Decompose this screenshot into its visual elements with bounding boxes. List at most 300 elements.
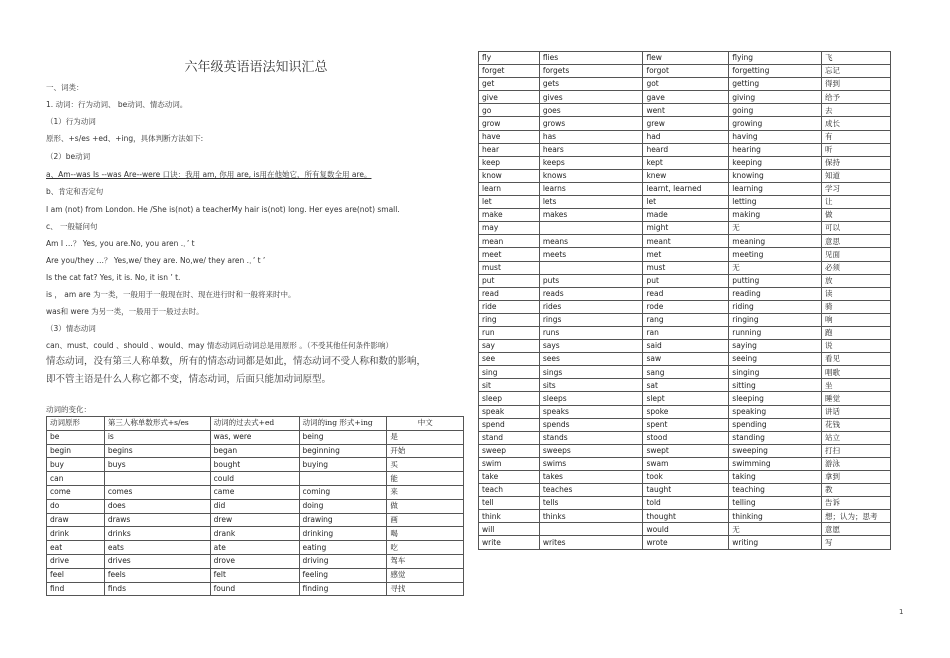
table-cell: sweeps <box>539 444 643 457</box>
table-cell: 听 <box>822 143 891 156</box>
note-line: is ， am are 为一类，一般用于一般现在时、现在进行时和一般将来时中。 <box>46 290 296 299</box>
table-cell: buying <box>299 458 387 472</box>
table-cell: did <box>210 499 299 513</box>
header-chinese: 中文 <box>387 417 464 431</box>
table-row <box>47 568 464 582</box>
table-cell: come <box>47 485 105 499</box>
table-cell: having <box>729 130 822 143</box>
table-cell: do <box>47 499 105 513</box>
table-cell: 教 <box>822 484 891 497</box>
table-cell: be <box>47 430 105 444</box>
table-cell: gets <box>539 78 643 91</box>
table-cell: swimming <box>729 457 822 470</box>
table-cell: swam <box>643 457 729 470</box>
table-cell: coming <box>299 485 387 499</box>
table-cell: will <box>479 523 540 536</box>
table-cell: spending <box>729 418 822 431</box>
table-cell: mean <box>479 235 540 248</box>
table-cell: 告诉 <box>822 497 891 510</box>
table-cell: 吃 <box>387 541 464 555</box>
table-cell: gives <box>539 91 643 104</box>
table-cell: sit <box>479 379 540 392</box>
table-row <box>47 554 464 568</box>
table-cell: 飞 <box>822 52 891 65</box>
table-row <box>479 497 891 510</box>
verb-table-right <box>478 51 891 550</box>
table-cell: learns <box>539 182 643 195</box>
table-cell: 去 <box>822 104 891 117</box>
table-cell: 保持 <box>822 156 891 169</box>
table-cell <box>104 472 210 486</box>
table-cell: came <box>210 485 299 499</box>
table-cell: taught <box>643 484 729 497</box>
table-cell: spoke <box>643 405 729 418</box>
table-cell: 拿到 <box>822 471 891 484</box>
table-row <box>479 510 891 523</box>
table-cell: getting <box>729 78 822 91</box>
table-row <box>479 222 891 235</box>
table-cell: meant <box>643 235 729 248</box>
note-line: Is the cat fat? Yes, it is. No, it isn ’ t. <box>46 273 181 282</box>
table-cell: seeing <box>729 353 822 366</box>
table-cell <box>539 261 643 274</box>
note-line: 一、词类： <box>46 83 84 92</box>
table-cell: tell <box>479 497 540 510</box>
table-cell: drives <box>104 554 210 568</box>
table-cell: hears <box>539 143 643 156</box>
table-cell: feeling <box>299 568 387 582</box>
table-cell: drive <box>47 554 105 568</box>
table-cell: driving <box>299 554 387 568</box>
table-cell: speaking <box>729 405 822 418</box>
table-cell: grow <box>479 117 540 130</box>
table-cell: run <box>479 326 540 339</box>
table-row <box>47 582 464 596</box>
table-row <box>479 209 891 222</box>
page-number: 1 <box>899 608 904 616</box>
table-cell: let <box>479 196 540 209</box>
table-row <box>479 405 891 418</box>
table-cell: was, were <box>210 430 299 444</box>
table-cell: thinking <box>729 510 822 523</box>
table-cell: teach <box>479 484 540 497</box>
table-cell: 写 <box>822 536 891 549</box>
table-cell: kept <box>643 156 729 169</box>
table-cell: is <box>104 430 210 444</box>
table-cell: told <box>643 497 729 510</box>
table-row <box>479 235 891 248</box>
table-cell: drove <box>210 554 299 568</box>
table-cell: finds <box>104 582 210 596</box>
table-cell: says <box>539 340 643 353</box>
table-cell: swims <box>539 457 643 470</box>
table-cell: hear <box>479 143 540 156</box>
table-cell: 想；认为；思考 <box>822 510 891 523</box>
table-cell: 必须 <box>822 261 891 274</box>
table-cell: sang <box>643 366 729 379</box>
table-cell: forgot <box>643 65 729 78</box>
table-row <box>479 340 891 353</box>
table-row <box>479 366 891 379</box>
table-cell: read <box>479 287 540 300</box>
table-row <box>479 52 891 65</box>
table-cell: let <box>643 196 729 209</box>
table-cell: have <box>479 130 540 143</box>
table-cell <box>299 472 387 486</box>
table-row <box>479 444 891 457</box>
table-cell: 意思 <box>822 235 891 248</box>
table-row <box>479 536 891 549</box>
table-cell: sing <box>479 366 540 379</box>
page-title: 六年级英语语法知识汇总 <box>184 60 328 75</box>
table-cell: teaching <box>729 484 822 497</box>
table-cell: 无 <box>729 261 822 274</box>
table-cell: 成长 <box>822 117 891 130</box>
table-cell: 买 <box>387 458 464 472</box>
table-cell: heard <box>643 143 729 156</box>
table-cell: made <box>643 209 729 222</box>
table-cell: know <box>479 169 540 182</box>
table-cell: sweeping <box>729 444 822 457</box>
table-cell: tells <box>539 497 643 510</box>
table-cell: going <box>729 104 822 117</box>
note-line: was和 were 为另一类，一般用于一般过去时。 <box>46 307 204 316</box>
table-row <box>479 353 891 366</box>
header-ing-form: 动词的ing 形式+ing <box>299 417 387 431</box>
table-cell: grew <box>643 117 729 130</box>
table-cell: began <box>210 444 299 458</box>
table-cell: writes <box>539 536 643 549</box>
table-cell: felt <box>210 568 299 582</box>
table-row <box>479 274 891 287</box>
table-cell: learnt, learned <box>643 182 729 195</box>
table-row <box>479 457 891 470</box>
table-cell: said <box>643 340 729 353</box>
table-cell: 学习 <box>822 182 891 195</box>
table-row <box>47 499 464 513</box>
table-cell: finding <box>299 582 387 596</box>
table-cell: met <box>643 248 729 261</box>
table-cell: can <box>47 472 105 486</box>
table-cell: 来 <box>387 485 464 499</box>
table-cell <box>539 222 643 235</box>
table-cell: spends <box>539 418 643 431</box>
table-cell: drew <box>210 513 299 527</box>
note-line: （1）行为动词 <box>46 117 96 126</box>
table-cell: 做 <box>822 209 891 222</box>
table-cell: drinks <box>104 527 210 541</box>
note-line: I am (not) from London. He /She is(not) a teacherMy hair is(not) long. Her eyes are(not) small. <box>46 205 400 214</box>
table-cell: keeps <box>539 156 643 169</box>
table-cell: gave <box>643 91 729 104</box>
table-cell: grows <box>539 117 643 130</box>
table-cell: eat <box>47 541 105 555</box>
table-cell: went <box>643 104 729 117</box>
table-cell: forgetting <box>729 65 822 78</box>
header-base-form: 动词原形 <box>47 417 105 431</box>
table-cell: slept <box>643 392 729 405</box>
note-line: （3）情态动词 <box>46 324 96 333</box>
table-cell: 唱歌 <box>822 366 891 379</box>
table-row <box>47 527 464 541</box>
table-row <box>479 431 891 444</box>
table-cell: puts <box>539 274 643 287</box>
table-row <box>47 458 464 472</box>
table-cell: ate <box>210 541 299 555</box>
table-row <box>47 513 464 527</box>
table-cell: spend <box>479 418 540 431</box>
table-row <box>479 117 891 130</box>
table-cell: go <box>479 104 540 117</box>
table-row <box>47 430 464 444</box>
table-cell: draws <box>104 513 210 527</box>
table-cell: flies <box>539 52 643 65</box>
table-cell: feels <box>104 568 210 582</box>
table-cell: see <box>479 353 540 366</box>
table-cell: doing <box>299 499 387 513</box>
table-cell: must <box>643 261 729 274</box>
table-cell: thought <box>643 510 729 523</box>
table-cell: learn <box>479 182 540 195</box>
table-cell: reads <box>539 287 643 300</box>
table-cell: 见面 <box>822 248 891 261</box>
table-cell: give <box>479 91 540 104</box>
table-cell: makes <box>539 209 643 222</box>
table-cell: being <box>299 430 387 444</box>
table-cell: make <box>479 209 540 222</box>
table-cell: 寻找 <box>387 582 464 596</box>
table-cell: sat <box>643 379 729 392</box>
table-cell: telling <box>729 497 822 510</box>
table-cell: 忘记 <box>822 65 891 78</box>
note-line: 即不管主语是什么人称它都不变，情态动词，后面只能加动词原型。 <box>46 374 332 385</box>
table-row <box>479 91 891 104</box>
table-cell: ride <box>479 300 540 313</box>
table-cell: running <box>729 326 822 339</box>
table-cell: knowing <box>729 169 822 182</box>
table-cell: meeting <box>729 248 822 261</box>
table-cell: 有 <box>822 130 891 143</box>
table-cell: take <box>479 471 540 484</box>
table-row <box>479 78 891 91</box>
note-line: can、must、could 、should 、would、may 情态动词后动词总是用原形 。（不受其他任何条件影响） <box>46 341 393 350</box>
table-cell: rang <box>643 313 729 326</box>
table-row <box>479 65 891 78</box>
table-cell: 让 <box>822 196 891 209</box>
table-cell: meets <box>539 248 643 261</box>
table-cell: spent <box>643 418 729 431</box>
table-cell: taking <box>729 471 822 484</box>
table-cell: 是 <box>387 430 464 444</box>
table-cell: write <box>479 536 540 549</box>
table-cell: swim <box>479 457 540 470</box>
table-cell: 画 <box>387 513 464 527</box>
table-cell: say <box>479 340 540 353</box>
note-line: b、肯定和否定句 <box>46 187 104 196</box>
table-cell: 驾车 <box>387 554 464 568</box>
table-cell: hearing <box>729 143 822 156</box>
table-cell: eating <box>299 541 387 555</box>
table-row <box>479 104 891 117</box>
table-row <box>479 248 891 261</box>
table-row <box>479 261 891 274</box>
table-cell: saw <box>643 353 729 366</box>
table-cell: 看见 <box>822 353 891 366</box>
table-row <box>47 541 464 555</box>
note-line: a、Am--was Is --was Are--were 口诀：我用 am, 你用 are, is用在他她它，所有复数全用 are。 <box>46 170 372 179</box>
table-cell: 骑 <box>822 300 891 313</box>
table-cell: teaches <box>539 484 643 497</box>
table-cell: drawing <box>299 513 387 527</box>
table-cell: get <box>479 78 540 91</box>
table-cell: sits <box>539 379 643 392</box>
table-cell: found <box>210 582 299 596</box>
table-cell: drinking <box>299 527 387 541</box>
table-cell: growing <box>729 117 822 130</box>
table-cell: meaning <box>729 235 822 248</box>
table-cell: 无 <box>729 222 822 235</box>
table-row <box>479 300 891 313</box>
table-cell: 可以 <box>822 222 891 235</box>
table-cell: find <box>47 582 105 596</box>
table-cell: sleep <box>479 392 540 405</box>
table-cell: 喝 <box>387 527 464 541</box>
table-cell: 坐 <box>822 379 891 392</box>
table-cell: speaks <box>539 405 643 418</box>
table-cell: sees <box>539 353 643 366</box>
table-cell: fly <box>479 52 540 65</box>
table-cell: sleeps <box>539 392 643 405</box>
table-cell: has <box>539 130 643 143</box>
table-cell: 给予 <box>822 91 891 104</box>
table-cell: 跑 <box>822 326 891 339</box>
table-row <box>47 444 464 458</box>
table-cell: got <box>643 78 729 91</box>
table-cell <box>539 523 643 536</box>
note-line: （2）be动词 <box>46 152 91 161</box>
table-cell: runs <box>539 326 643 339</box>
table-cell: buy <box>47 458 105 472</box>
table-cell: takes <box>539 471 643 484</box>
header-past-tense: 动词的过去式+ed <box>210 417 299 431</box>
table-cell: letting <box>729 196 822 209</box>
table-row <box>479 182 891 195</box>
table-cell: sings <box>539 366 643 379</box>
note-line: c、 一般疑问句 <box>46 222 98 231</box>
table-cell: standing <box>729 431 822 444</box>
table-cell: meet <box>479 248 540 261</box>
table-cell: 打扫 <box>822 444 891 457</box>
table-cell: giving <box>729 91 822 104</box>
table-cell: writing <box>729 536 822 549</box>
table-cell: keeping <box>729 156 822 169</box>
table-cell: drink <box>47 527 105 541</box>
table-cell: begin <box>47 444 105 458</box>
table-row <box>479 130 891 143</box>
table-cell: begins <box>104 444 210 458</box>
table-cell: ringing <box>729 313 822 326</box>
table-cell: making <box>729 209 822 222</box>
table-cell: stands <box>539 431 643 444</box>
table-row <box>479 326 891 339</box>
table-cell: 开始 <box>387 444 464 458</box>
table-cell: 花钱 <box>822 418 891 431</box>
table-cell: 讲话 <box>822 405 891 418</box>
table-cell: stand <box>479 431 540 444</box>
table-cell: rings <box>539 313 643 326</box>
table-cell: comes <box>104 485 210 499</box>
table-cell: stood <box>643 431 729 444</box>
table-cell: forgets <box>539 65 643 78</box>
table-cell: could <box>210 472 299 486</box>
table-cell: rides <box>539 300 643 313</box>
table-cell: ran <box>643 326 729 339</box>
table-cell: may <box>479 222 540 235</box>
table-cell: thinks <box>539 510 643 523</box>
table-cell: singing <box>729 366 822 379</box>
table-row <box>479 392 891 405</box>
table-cell: draw <box>47 513 105 527</box>
table-cell: riding <box>729 300 822 313</box>
table-cell: wrote <box>643 536 729 549</box>
table-cell: rode <box>643 300 729 313</box>
table-row <box>479 379 891 392</box>
table-cell: sitting <box>729 379 822 392</box>
table-cell: 意愿 <box>822 523 891 536</box>
table-cell: must <box>479 261 540 274</box>
table-cell: reading <box>729 287 822 300</box>
table-row <box>479 484 891 497</box>
note-line: Am I …？ Yes, you are.No, you aren .．’ t <box>46 239 195 248</box>
note-line: Are you/they …？ Yes,we/ they are. No,we/ they aren .．’ t ’ <box>46 256 266 265</box>
table-cell: put <box>643 274 729 287</box>
verb-table-left <box>46 416 464 596</box>
table-cell: goes <box>539 104 643 117</box>
table-cell: does <box>104 499 210 513</box>
table-cell: 无 <box>729 523 822 536</box>
table-cell: flying <box>729 52 822 65</box>
table-row <box>479 156 891 169</box>
table-row <box>479 418 891 431</box>
table-cell: putting <box>729 274 822 287</box>
table-cell: sweep <box>479 444 540 457</box>
table-cell: sleeping <box>729 392 822 405</box>
table-cell: would <box>643 523 729 536</box>
table-cell: 得到 <box>822 78 891 91</box>
table-cell: put <box>479 274 540 287</box>
table-cell: swept <box>643 444 729 457</box>
table-cell: 读 <box>822 287 891 300</box>
table-header-row <box>47 417 464 431</box>
table-cell: saying <box>729 340 822 353</box>
table-cell: keep <box>479 156 540 169</box>
table-cell: learning <box>729 182 822 195</box>
table-cell: ring <box>479 313 540 326</box>
table-cell: had <box>643 130 729 143</box>
table-cell: eats <box>104 541 210 555</box>
table-cell: means <box>539 235 643 248</box>
table-cell: read <box>643 287 729 300</box>
table-cell: 能 <box>387 472 464 486</box>
table-cell: might <box>643 222 729 235</box>
table-cell: beginning <box>299 444 387 458</box>
table-row <box>47 472 464 486</box>
table-cell: 游泳 <box>822 457 891 470</box>
table-cell: 放 <box>822 274 891 287</box>
table-row <box>479 169 891 182</box>
table-cell: feel <box>47 568 105 582</box>
table-row <box>47 485 464 499</box>
